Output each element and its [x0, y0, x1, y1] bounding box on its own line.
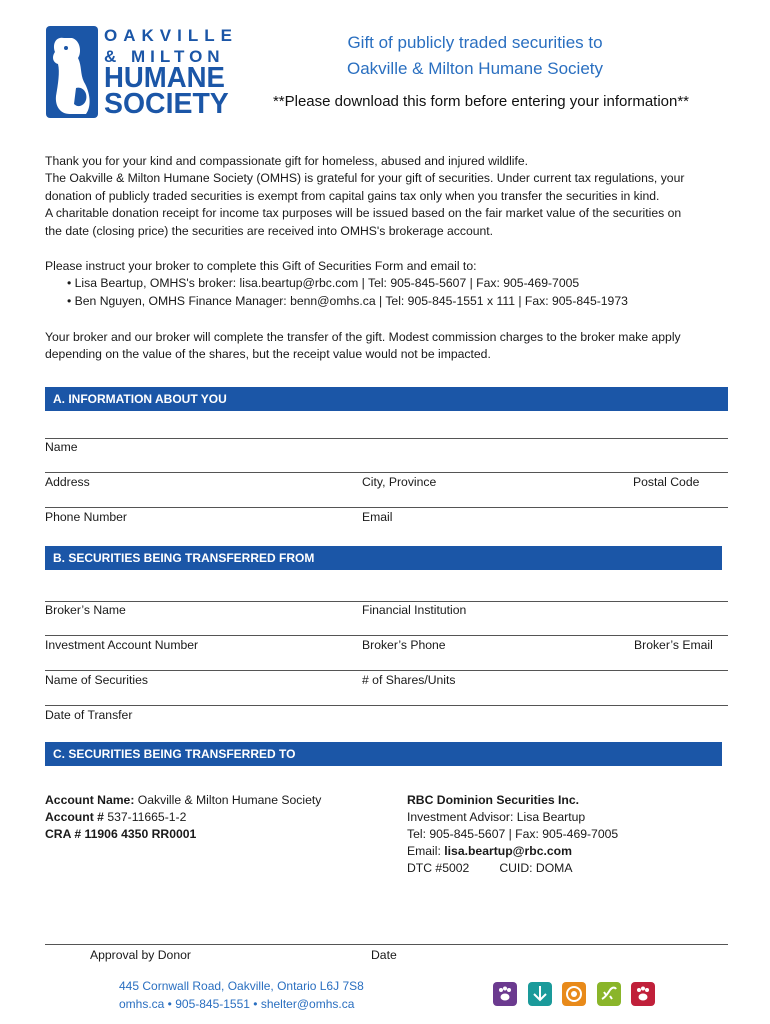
- account-number-value: 537-11665-1-2: [107, 810, 187, 824]
- section-b-header: B. SECURITIES BEING TRANSFERRED FROM: [45, 546, 722, 570]
- account-name-label: Account Name:: [45, 793, 135, 807]
- hedgehog-icon: [562, 982, 586, 1006]
- commission-paragraph: [45, 329, 735, 364]
- broker-phone-field-label[interactable]: Broker’s Phone: [362, 638, 446, 652]
- signature-line: [45, 944, 728, 945]
- rbc-tel-fax: Tel: 905-845-5607 | Fax: 905-469-7005: [407, 827, 619, 841]
- contact-bullet-ben: • Ben Nguyen, OMHS Finance Manager: benn@omhs.ca | Tel: 905-845-1551 x 111 | Fax: 905-845-1973: [67, 293, 628, 308]
- instructions-line: Please instruct your broker to complete this Gift of Securities Form and email to:: [45, 259, 477, 273]
- securities-name-field-label[interactable]: Name of Securities: [45, 673, 148, 687]
- rbc-email-value: lisa.beartup@rbc.com: [444, 844, 572, 858]
- down-arrow-icon: [528, 982, 552, 1006]
- city-field-label[interactable]: City, Province: [362, 475, 437, 489]
- transfer-date-field-label[interactable]: Date of Transfer: [45, 708, 133, 722]
- omhs-account-details: [45, 792, 321, 843]
- omhs-logo: [46, 26, 238, 120]
- commission-line: Your broker and our broker will complete the transfer of the gift. Modest commission charges to the broker make apply: [45, 330, 681, 344]
- form-title: [290, 30, 660, 82]
- email-field-label[interactable]: Email: [362, 510, 393, 524]
- financial-institution-field-label[interactable]: Financial Institution: [362, 603, 467, 617]
- address-field-label[interactable]: Address: [45, 475, 90, 489]
- rbc-firm-name: RBC Dominion Securities Inc.: [407, 793, 580, 807]
- contact-bullet-lisa: • Lisa Beartup, OMHS's broker: lisa.beartup@rbc.com | Tel: 905-845-5607 | Fax: 905-469-7005: [67, 276, 580, 291]
- shares-units-field-label[interactable]: # of Shares/Units: [362, 673, 456, 687]
- logo-line-3: HUMANE: [104, 62, 225, 94]
- account-name-value: Oakville & Milton Humane Society: [137, 793, 322, 807]
- paw-icon: [493, 982, 517, 1006]
- broker-name-field-label[interactable]: Broker’s Name: [45, 603, 126, 617]
- cra-number: CRA # 11906 4350 RR0001: [45, 827, 197, 841]
- footer-contact: [119, 977, 364, 1013]
- commission-line: depending on the value of the shares, but the receipt value would not be impacted.: [45, 347, 491, 362]
- rbc-broker-details: [407, 792, 618, 877]
- intro-line: The Oakville & Milton Humane Society (OMHS) is grateful for your gift of securities. Under current tax regulations, your: [45, 171, 685, 186]
- title-line-1: Gift of publicly traded securities to: [347, 33, 603, 52]
- donor-approval-label[interactable]: Approval by Donor: [90, 948, 191, 962]
- rbc-email-label: Email:: [407, 844, 441, 858]
- intro-line: donation of publicly traded securities is exempt from capital gains tax only when you transfer the securities in kind.: [45, 188, 660, 203]
- lizard-icon: [597, 982, 621, 1006]
- rbc-advisor: Investment Advisor: Lisa Beartup: [407, 810, 586, 824]
- download-notice: **Please download this form before entering your information**: [272, 93, 690, 110]
- broker-email-field-label[interactable]: Broker’s Email: [634, 638, 713, 652]
- name-field-label[interactable]: Name: [45, 440, 78, 454]
- phone-field-label[interactable]: Phone Number: [45, 510, 127, 524]
- paw-print-icon: [631, 982, 655, 1006]
- section-c-header: C. SECURITIES BEING TRANSFERRED TO: [45, 742, 722, 766]
- logo-line-2: & MILTON: [104, 47, 225, 66]
- field-line: [45, 705, 728, 706]
- title-line-2: Oakville & Milton Humane Society: [346, 59, 604, 78]
- field-line: [45, 472, 728, 473]
- postal-code-field-label[interactable]: Postal Code: [633, 475, 700, 489]
- cuid: CUID: DOMA: [499, 861, 573, 875]
- intro-line: Thank you for your kind and compassionate gift for homeless, abused and injured wildlife.: [45, 154, 529, 168]
- field-line: [45, 507, 728, 508]
- footer-address: 445 Cornwall Road, Oakville, Ontario L6J 7S8: [119, 979, 364, 993]
- intro-line: A charitable donation receipt for income tax purposes will be issued based on the fair market value of the securities on: [45, 206, 682, 221]
- broker-instructions: [45, 258, 735, 310]
- logo-line-4: SOCIETY: [104, 88, 229, 120]
- logo-line-1: OAKVILLE: [104, 26, 238, 45]
- intro-paragraph: [45, 153, 735, 240]
- dtc-number: DTC #5002: [407, 861, 470, 875]
- section-a-header: A. INFORMATION ABOUT YOU: [45, 387, 728, 411]
- field-line: [45, 601, 728, 602]
- account-number-field-label[interactable]: Investment Account Number: [45, 638, 199, 652]
- field-line: [45, 635, 728, 636]
- signature-date-label[interactable]: Date: [371, 948, 397, 962]
- field-line: [45, 670, 728, 671]
- dog-cat-silhouette-icon: [46, 26, 98, 118]
- intro-line: the date (closing price) the securities are received into OMHS's brokerage account.: [45, 223, 494, 238]
- account-number-label: Account #: [45, 810, 104, 824]
- field-line: [45, 438, 728, 439]
- footer-contacts: omhs.ca • 905-845-1551 • shelter@omhs.ca: [119, 997, 355, 1011]
